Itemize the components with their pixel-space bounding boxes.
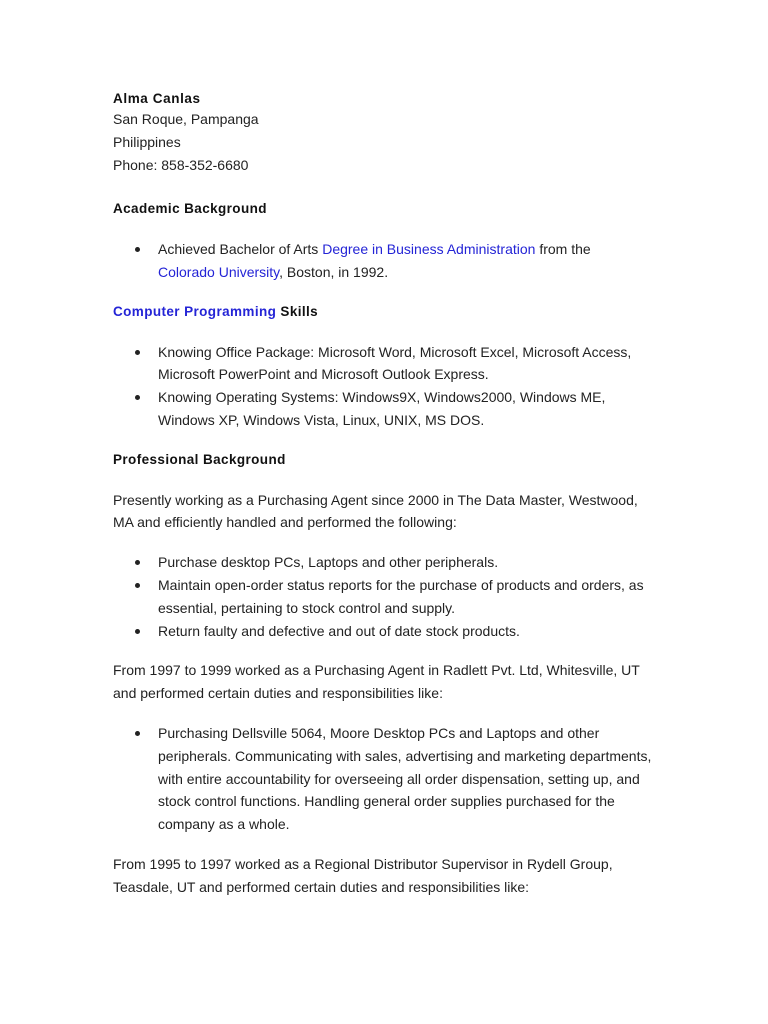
list-item: Return faulty and defective and out of date stock products. — [113, 620, 658, 643]
contact-block — [113, 90, 658, 176]
professional-intro-1: Presently working as a Purchasing Agent since 2000 in The Data Master, Westwood, MA and efficiently handled and performed the following: — [113, 491, 638, 531]
university-link[interactable]: Colorado University — [158, 263, 280, 280]
academic-heading: Academic Background — [113, 201, 267, 217]
address-line-2: Philippines — [113, 133, 181, 150]
resume-document — [113, 90, 658, 899]
list-item: Maintain open-order status reports for the purchase of products and orders, as essential, pertaining to stock control and supply. — [113, 574, 658, 620]
academic-text-pre: Achieved Bachelor of Arts — [158, 241, 323, 258]
list-item: Purchase desktop PCs, Laptops and other peripherals. — [113, 551, 658, 574]
list-item: Purchasing Dellsville 5064, Moore Desktop PCs and Laptops and other peripherals. Communicating with sales, advertising and marketing departments, with entire accountability for overseeing all order dispensation, setting up, and stock control functions. Handling general order supplies purchased for the company as a whole. — [113, 722, 658, 836]
list-item: Knowing Office Package: Microsoft Word, Microsoft Excel, Microsoft Access, Microsoft PowerPoint and Microsoft Outlook Express. — [113, 341, 658, 387]
phone-number: Phone: 858-352-6680 — [113, 156, 249, 173]
duties-list-1 — [113, 551, 658, 642]
skills-list — [113, 341, 658, 432]
candidate-name: Alma Canlas — [113, 91, 201, 106]
academic-list — [113, 238, 658, 284]
duties-list-2 — [113, 722, 658, 836]
degree-link[interactable]: Degree in Business Administration — [322, 241, 536, 258]
list-item: Knowing Operating Systems: Windows9X, Windows2000, Windows ME, Windows XP, Windows Vista, Linux, UNIX, MS DOS. — [113, 386, 658, 432]
address-line-1: San Roque, Pampanga — [113, 111, 259, 127]
academic-text-post: , Boston, in 1992. — [279, 263, 389, 280]
skills-heading — [113, 301, 658, 324]
list-item — [113, 238, 658, 284]
professional-intro-3: From 1995 to 1997 worked as a Regional Distributor Supervisor in Rydell Group, Teasdale, UT and performed certain duties and responsibilities like: — [113, 855, 613, 895]
professional-intro-2: From 1997 to 1999 worked as a Purchasing Agent in Radlett Pvt. Ltd, Whitesville, UT and performed certain duties and responsibilities like: — [113, 662, 640, 702]
academic-text-mid: from the — [535, 241, 591, 258]
skills-heading-rest: Skills — [276, 303, 319, 319]
professional-heading: Professional Background — [113, 451, 286, 467]
skills-heading-link[interactable]: Computer Programming — [113, 303, 277, 319]
